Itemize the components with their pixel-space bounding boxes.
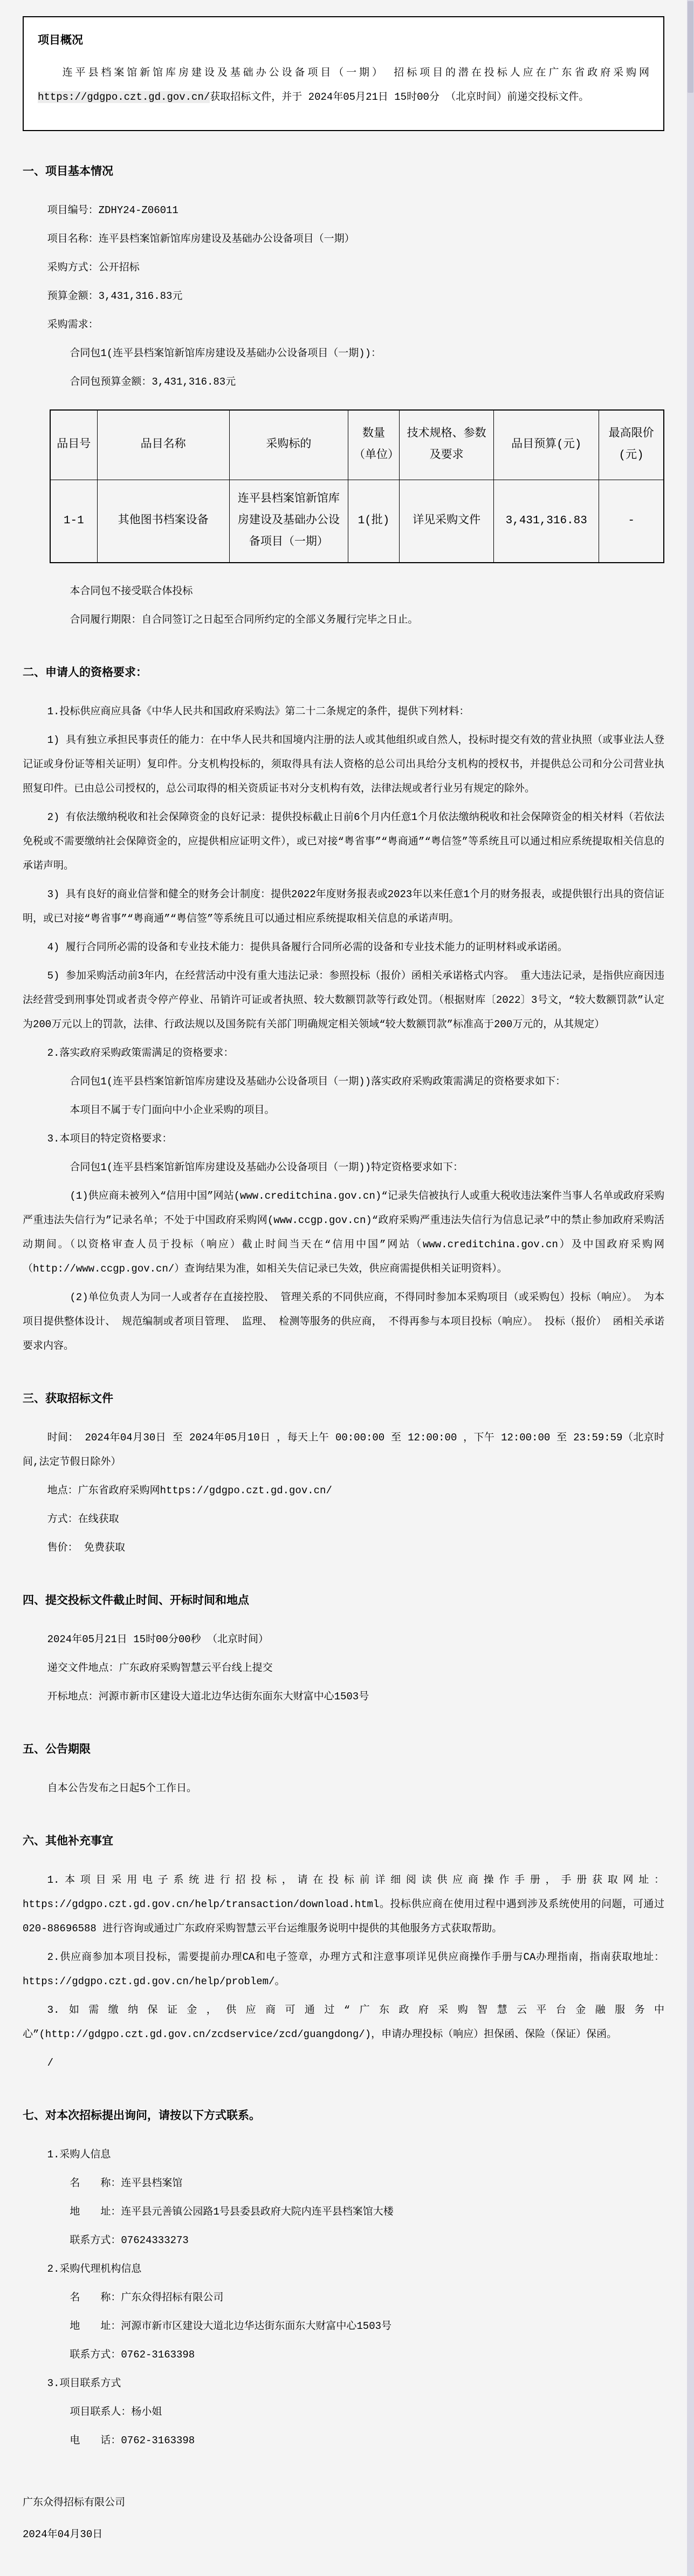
qualification-item-1-3: 3) 具有良好的商业信誉和健全的财务会计制度：提供2022年度财务报表或2023年以来任意1个月的财务报表，或提供银行出具的资信证明，或已对接“粤省事”“粤商通”“粤信签”等系统且可以通过相应系统提取相关信息的承诺声明。 xyxy=(23,889,664,925)
obtain-method: 方式：在线获取 xyxy=(47,1513,119,1525)
items-table-header-row xyxy=(50,410,664,480)
footer-date: 2024年04月30日 xyxy=(23,2529,103,2540)
header-item-number: 品目号 xyxy=(50,410,97,480)
cell-item-name: 其他图书档案设备 xyxy=(97,480,229,563)
deadline-time: 2024年05月21日 15时00分00秒 （北京时间） xyxy=(47,1634,269,1645)
overview-text-prefix: 连平县档案馆新馆库房建设及基础办公设备项目（一期） 招标项目的潜在投标人应在广东省政府采购网 xyxy=(62,67,649,79)
qualification-item-2-2: 本项目不属于专门面向中小企业采购的项目。 xyxy=(70,1104,275,1116)
other-matters-item-3: 3.如需缴纳保证金，供应商可通过“广东政府采购智慧云平台金融服务中心”(http://gdgpo.czt.gd.gov.cn/zcdservice/zcd/guangdong/)，申请办理投标（响应）担保函、保险（保证）保函。 xyxy=(23,2004,664,2040)
section-deadline-heading: 四、提交投标文件截止时间、开标时间和地点 xyxy=(23,1595,249,1608)
contract-period: 合同履行期限：自合同签订之日起至合同所约定的全部义务履行完毕之日止。 xyxy=(70,614,418,626)
obtain-time: 时间： 2024年04月30日 至 2024年05月10日 ，每天上午 00:00:00 至 12:00:00 ，下午 12:00:00 至 23:59:59（北京时间,法定节假日除外） xyxy=(23,1432,664,1468)
section-contact-heading: 七、对本次招标提出询问，请按以下方式联系。 xyxy=(23,2110,260,2123)
no-consortium-note: 本合同包不接受联合体投标 xyxy=(70,585,193,597)
scrollbar-thumb[interactable] xyxy=(688,1,693,93)
other-matters-slash: / xyxy=(47,2057,53,2069)
cell-procurement-subject: 连平县档案馆新馆库房建设及基础办公设备项目（一期） xyxy=(229,480,348,563)
budget-amount: 预算金额：3,431,316.83元 xyxy=(47,290,183,302)
cell-quantity-unit: 1(批) xyxy=(348,480,399,563)
qualification-item-3: 3.本项目的特定资格要求： xyxy=(47,1133,173,1145)
qualification-item-1-1: 1) 具有独立承担民事责任的能力：在中华人民共和国境内注册的法人或其他组织或自然人，投标时提交有效的营业执照（或事业法人登记证或身份证等相关证明）复印件。分支机构投标的，须取得具有法人资格的总公司出具给分支机构的授权书，并提供总公司和分公司营业执照复印件。已由总公司授权的，总公司取得的相关资质证书对分支机构有效，法律法规或者行业另有规定的除外。 xyxy=(23,734,664,795)
cell-max-price: - xyxy=(599,480,664,563)
section-obtain-documents-heading: 三、获取招标文件 xyxy=(23,1393,113,1406)
contract-package-budget: 合同包预算金额：3,431,316.83元 xyxy=(70,376,236,388)
qualification-item-3-2: (1)供应商未被列入“信用中国”网站(www.creditchina.gov.cn)“记录失信被执行人或重大税收违法案件当事人名单或政府采购严重违法失信行为”记录名单；不处于中国政府采购网(www.ccgp.gov.cn)“政府采购严重违法失信行为信息记录”中的禁止参加政府采购活动期间。（以资格审查人员于投标（响应）截止时间当天在“信用中国”网站（www.creditchina.gov.cn）及中国政府采购网（http://www.ccgp.gov.cn/）查询结果为准，如相关失信记录已失效，供应商需提供相关证明资料）。 xyxy=(23,1190,664,1275)
footer-signature xyxy=(23,2491,664,2547)
project-overview-box xyxy=(23,16,664,131)
qualification-item-2-1: 合同包1(连平县档案馆新馆库房建设及基础办公设备项目（一期))落实政府采购政策需满足的资格要求如下： xyxy=(70,1076,566,1088)
buyer-phone: 联系方式：07624333273 xyxy=(70,2235,189,2246)
section-other-matters-heading: 六、其他补充事宜 xyxy=(23,1836,113,1848)
agency-address: 地 址：河源市新市区建设大道北边华达街东面东大财富中心1503号 xyxy=(70,2320,391,2332)
header-procurement-subject: 采购标的 xyxy=(229,410,348,480)
buyer-address: 地 址：连平县元善镇公园路1号县委县政府大院内连平县档案馆大楼 xyxy=(70,2206,394,2218)
procurement-demand-label: 采购需求： xyxy=(47,319,99,331)
notice-period-body: 自本公告发布之日起5个工作日。 xyxy=(47,1782,197,1794)
other-matters-item-2: 2.供应商参加本项目投标，需要提前办理CA和电子签章，办理方式和注意事项详见供应商操作手册与CA办理指南，指南获取地址：https://gdgpo.czt.gd.gov.cn/help/problem/。 xyxy=(23,1951,664,1987)
overview-text-suffix: 获取招标文件，并于 2024年05月21日 15时00分 （北京时间）前递交投标文件。 xyxy=(210,91,589,103)
obtain-price: 售价： 免费获取 xyxy=(47,1542,125,1554)
footer-company: 广东众得招标有限公司 xyxy=(23,2497,126,2509)
procurement-method: 采购方式：公开招标 xyxy=(47,262,140,274)
header-item-budget: 品目预算(元) xyxy=(494,410,599,480)
section-basic-info-heading: 一、项目基本情况 xyxy=(23,166,113,179)
header-quantity-unit: 数量（单位） xyxy=(348,410,399,480)
deadline-submit-place: 递交文件地点：广东政府采购智慧云平台线上提交 xyxy=(47,1662,273,1674)
section-notice-period-heading: 五、公告期限 xyxy=(23,1744,91,1757)
deadline-open-place: 开标地点：河源市新市区建设大道北边华达街东面东大财富中心1503号 xyxy=(47,1691,369,1703)
cell-item-number: 1-1 xyxy=(50,480,97,563)
header-max-price: 最高限价(元) xyxy=(599,410,664,480)
header-item-name: 品目名称 xyxy=(97,410,229,480)
project-number: 项目编号：ZDHY24-Z06011 xyxy=(47,204,178,216)
agency-info-title: 2.采购代理机构信息 xyxy=(47,2263,142,2275)
qualification-item-3-3: (2)单位负责人为同一人或者存在直接控股、 管理关系的不同供应商，不得同时参加本采购项目（或采购包）投标（响应）。 为本项目提供整体设计、 规范编制或者项目管理、 监理、 检测等服务的供应商， 不得再参与本项目投标（响应）。 投标（报价） 函相关承诺要求内容。 xyxy=(23,1292,664,1352)
obtain-place: 地点：广东省政府采购网https://gdgpo.czt.gd.gov.cn/ xyxy=(47,1485,332,1497)
contract-package-line: 合同包1(连平县档案馆新馆库房建设及基础办公设备项目（一期))： xyxy=(70,347,381,359)
section-qualification-heading: 二、申请人的资格要求： xyxy=(23,667,147,680)
project-contact-phone: 电 话：0762-3163398 xyxy=(70,2435,195,2447)
buyer-info-title: 1.采购人信息 xyxy=(47,2149,111,2161)
qualification-item-1-2: 2) 有依法缴纳税收和社会保障资金的良好记录：提供投标截止日前6个月内任意1个月依法缴纳税收和社会保障资金的相关材料（若依法免税或不需要缴纳社会保障资金的，应提供相应证明文件），或已对接“粤省事”“粤商通”“粤信签”等系统且可以通过相应系统提取相关信息的承诺声明。 xyxy=(23,811,664,872)
project-contact-title: 3.项目联系方式 xyxy=(47,2377,121,2389)
qualification-item-1-5: 5) 参加采购活动前3年内，在经营活动中没有重大违法记录：参照投标（报价）函相关承诺格式内容。 重大违法记录，是指供应商因违法经营受到刑事处罚或者责令停产停业、吊销许可证或者执照、较大数额罚款等行政处罚。（根据财库〔2022〕3号文，“较大数额罚款”认定为200万元以上的罚款，法律、行政法规以及国务院有关部门明确规定相关领域“较大数额罚款”标准高于200万元的，从其规定） xyxy=(23,970,664,1030)
agency-phone: 联系方式：0762-3163398 xyxy=(70,2349,195,2361)
cell-item-budget: 3,431,316.83 xyxy=(494,480,599,563)
items-table xyxy=(50,409,664,563)
qualification-item-2: 2.落实政府采购政策需满足的资格要求： xyxy=(47,1047,234,1059)
cell-tech-specs: 详见采购文件 xyxy=(400,480,494,563)
project-contact-person: 项目联系人：杨小姐 xyxy=(70,2406,162,2418)
procurement-site-url: https://gdgpo.czt.gd.gov.cn/ xyxy=(38,91,210,103)
buyer-name: 名 称：连平县档案馆 xyxy=(70,2177,183,2189)
other-matters-item-1: 1.本项目采用电子系统进行招投标，请在投标前详细阅读供应商操作手册，手册获取网址：https://gdgpo.czt.gd.gov.cn/help/transaction/download.html。投标供应商在使用过程中遇到涉及系统使用的问题，可通过020-88696588 进行咨询或通过广东政府采购智慧云平台运维服务说明中提供的其他服务方式获取帮助。 xyxy=(23,1874,664,1935)
header-tech-specs: 技术规格、参数及要求 xyxy=(400,410,494,480)
project-name: 项目名称：连平县档案馆新馆库房建设及基础办公设备项目（一期） xyxy=(47,233,355,245)
qualification-item-3-1: 合同包1(连平县档案馆新馆库房建设及基础办公设备项目（一期))特定资格要求如下： xyxy=(70,1161,464,1173)
qualification-item-1: 1.投标供应商应具备《中华人民共和国政府采购法》第二十二条规定的条件，提供下列材料： xyxy=(47,706,470,718)
items-table-row xyxy=(50,480,664,563)
agency-name: 名 称：广东众得招标有限公司 xyxy=(70,2292,224,2304)
qualification-item-1-4: 4) 履行合同所必需的设备和专业技术能力：提供具备履行合同所必需的设备和专业技术能力的证明材料或承诺函。 xyxy=(47,941,568,953)
overview-title: 项目概况 xyxy=(38,35,83,47)
overview-paragraph xyxy=(38,61,649,110)
scrollbar-track[interactable] xyxy=(687,0,694,2576)
